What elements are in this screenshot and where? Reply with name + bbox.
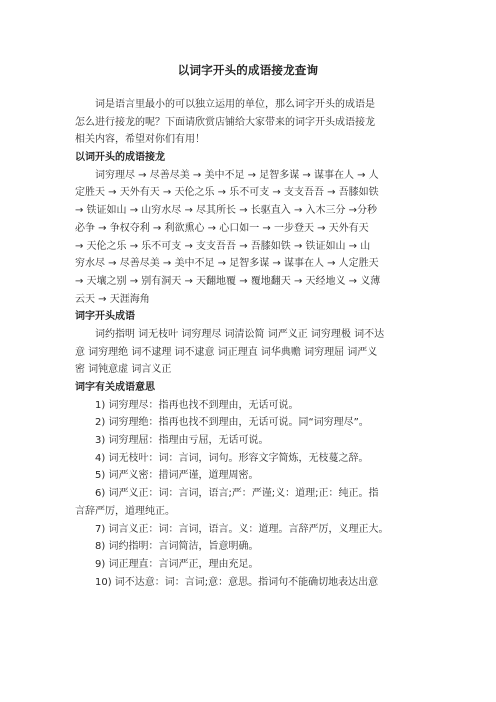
idiom-list-line: 意 词穷理绝 词不逮理 词不逮意 词正理直 词华典赡 词穷理屈 词严义 [75, 346, 378, 358]
intro-line: 词是语言里最小的可以独立运用的单位，那么词字开头的成语是 [95, 99, 375, 110]
meaning-item: 2) 词穷理绝：指再也找不到理由，无话可说。同“词穷理尽”。 [95, 417, 369, 429]
meaning-item: 8) 词约指明：言词简洁，旨意明确。 [95, 541, 259, 553]
intro-line: 怎么进行接龙的呢？下面请欣赏店铺给大家带来的词字开头成语接龙 [75, 116, 375, 128]
meaning-item: 7) 词言义正：词：言词，语言。义：道理。言辞严厉，义理正大。 [95, 523, 389, 535]
idiom-list-line: 密 词钝意虚 词言义正 [75, 364, 172, 376]
chain-line: 必争 → 争权夺利 → 利欲熏心 → 心口如一 → 一步登天 → 天外有天 [75, 222, 369, 234]
section-heading-chain: 以词开头的成语接龙 [75, 152, 165, 164]
chain-line: → 铁证如山 → 山穷水尽 → 尽其所长 → 长驱直入 → 入木三分 →分秒 [75, 205, 378, 217]
meaning-item: 10) 词不达意：词：言词;意：意思。指词句不能确切地表达出意 [95, 576, 379, 588]
meaning-item-continuation: 言辞严厉，道理纯正。 [75, 505, 175, 517]
meaning-item: 5) 词严义密：措词严谨，道理周密。 [95, 470, 259, 482]
page-title: 以词字开头的成语接龙查询 [177, 63, 319, 77]
meaning-item: 4) 词无枝叶：词：言词，词句。形容文字简炼，无枝蔓之辞。 [95, 452, 369, 464]
meaning-item: 9) 词正理直：言词严正，理由充足。 [95, 558, 259, 570]
chain-line: 词穷理尽 → 尽善尽美 → 美中不足 → 足智多谋 → 谋事在人 → 人 [95, 169, 379, 181]
document-body [75, 96, 427, 591]
idiom-list-line: 词约指明 词无枝叶 词穷理尽 词清讼简 词严义正 词穷理极 词不达 [95, 328, 385, 340]
meaning-item: 1) 词穷理尽：指再也找不到理由，无话可说。 [95, 399, 299, 411]
chain-line: 穷水尽 → 尽善尽美 → 美中不足 → 足智多谋 → 谋事在人 → 人定胜天 [75, 258, 379, 270]
section-heading-meanings: 词字有关成语意思 [75, 382, 155, 393]
chain-line: → 天壤之别 → 别有洞天 → 天翻地覆 → 覆地翻天 → 天经地义 → 义薄 [75, 275, 381, 287]
chain-line: → 天伦之乐 → 乐不可支 → 支支吾吾 → 吾膝如铁 → 铁证如山 → 山 [75, 240, 371, 252]
meaning-item: 3) 词穷理屈：指理由亏屈，无话可说。 [95, 435, 269, 447]
chain-line: 云天 → 天涯海角 [75, 293, 150, 305]
section-heading-idioms: 词字开头成语 [75, 311, 135, 323]
meaning-item: 6) 词严义正：词：言词，语言;严：严谨;义：道理;正：纯正。指 [95, 488, 379, 500]
chain-line: 定胜天 → 天外有天 → 天伦之乐 → 乐不可支 → 支支吾吾 → 吾膝如铁 [75, 187, 379, 199]
intro-line: 相关内容，希望对你们有用！ [75, 134, 205, 146]
